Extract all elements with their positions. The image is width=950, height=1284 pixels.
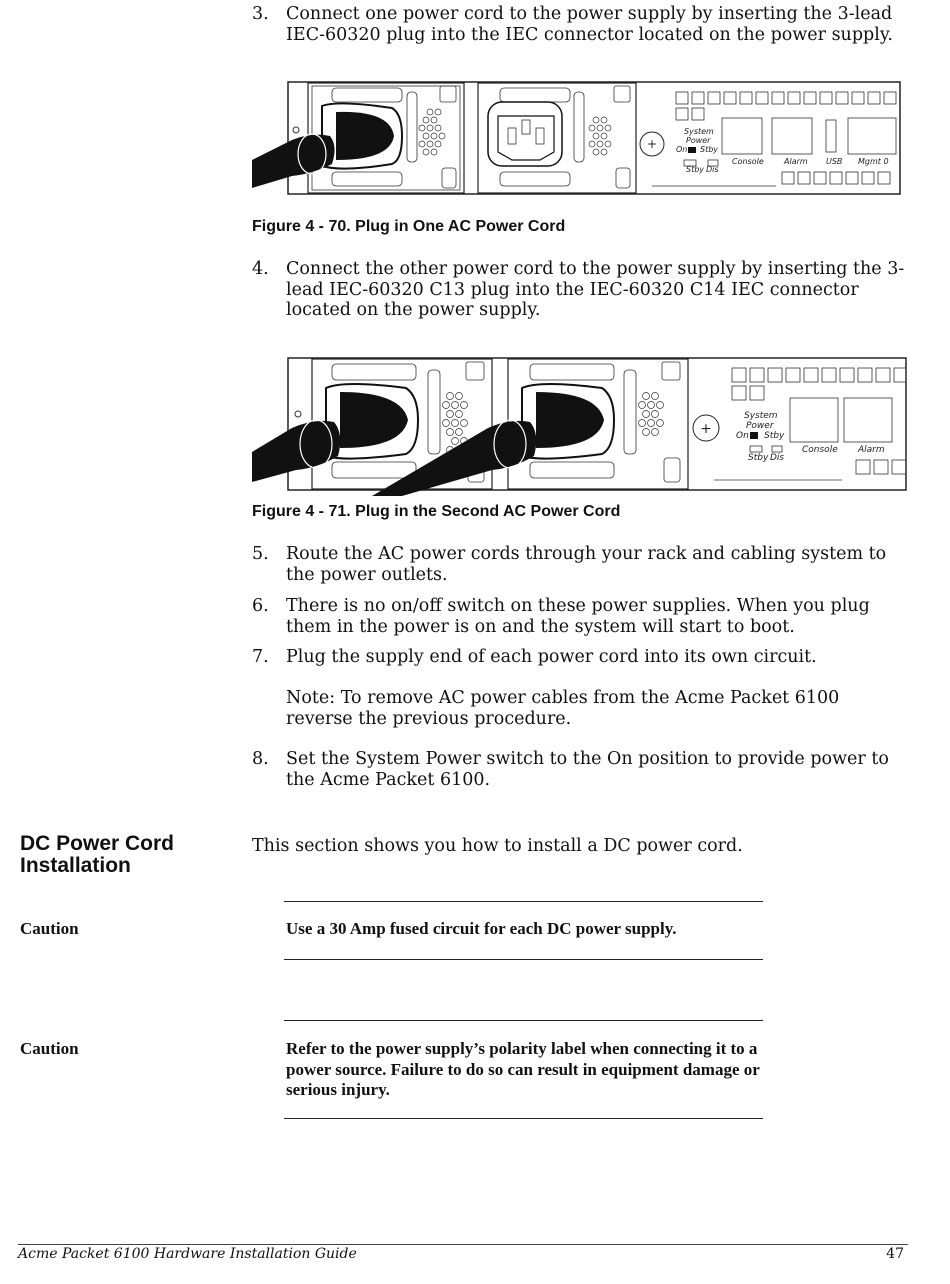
power-label: Power (746, 421, 774, 431)
on-label: On (676, 145, 688, 154)
caution-label: Caution (20, 1039, 79, 1058)
stby-led-label: Stby (748, 453, 769, 463)
section-intro: This section shows you how to install a DC power cord. (252, 836, 743, 856)
section-title: DC Power Cord Installation (20, 832, 175, 877)
step-5 (252, 544, 912, 585)
step-number: 7. (252, 647, 269, 667)
figure-71-caption: Figure 4 - 71. Plug in the Second AC Power Cord (252, 503, 621, 520)
alarm-port-label: Alarm (858, 445, 885, 455)
footer-document-title: Acme Packet 6100 Hardware Installation Guide (18, 1246, 357, 1262)
stby-label: Stby (764, 431, 785, 441)
figure-70-caption: Figure 4 - 70. Plug in One AC Power Cord (252, 218, 566, 235)
caution-label: Caution (20, 919, 79, 938)
page-number: 47 (886, 1246, 904, 1262)
step-text: Route the AC power cords through your rack and cabling system to the power outlets. (286, 544, 887, 585)
svg-text:+: + (646, 137, 658, 151)
step-number: 5. (252, 544, 269, 564)
system-label: System (744, 411, 778, 421)
step-4 (252, 259, 912, 321)
step-text: Connect the other power cord to the power supply by inserting the 3-lead IEC-60320 C13 plug into the IEC-60320 C14 IEC connector located on the power supply. (286, 259, 905, 320)
step-number: 3. (252, 4, 269, 24)
dis-led-label: Dis (770, 453, 785, 463)
caution-top-rule (284, 1020, 763, 1021)
note-line-1: Note: To remove AC power cables from the Acme Packet 6100 (286, 688, 840, 708)
step-text: There is no on/off switch on these power supplies. When you plug them in the power is on and the system will start to boot. (286, 596, 870, 637)
caution-text: Refer to the power supply’s polarity label when connecting it to a power source. Failure to do so can result in equipment damage or serious injury. (286, 1039, 760, 1099)
usb-port-label: USB (826, 157, 843, 166)
step-8 (252, 749, 912, 790)
svg-text:+: + (700, 421, 712, 437)
step-7 (252, 647, 912, 668)
step-3 (252, 4, 912, 45)
note-line-2: reverse the previous procedure. (286, 709, 572, 729)
alarm-port-label: Alarm (784, 157, 808, 166)
step-text: Set the System Power switch to the On position to provide power to the Acme Packet 6100. (286, 749, 889, 790)
step-number: 6. (252, 596, 269, 616)
figure-second-ac-power-cord (252, 356, 908, 496)
on-label: On (736, 431, 749, 441)
stby-led-label: Stby (686, 165, 705, 174)
step-number: 4. (252, 259, 269, 279)
dis-led-label: Dis (706, 165, 719, 174)
caution-text: Use a 30 Amp fused circuit for each DC power supply. (286, 919, 677, 938)
footer-divider (18, 1244, 908, 1245)
power-label: Power (686, 136, 711, 145)
step-text: Plug the supply end of each power cord into its own circuit. (286, 647, 817, 667)
console-port-label: Console (732, 157, 764, 166)
figure-one-ac-power-cord (252, 80, 902, 198)
caution-bottom-rule (284, 1118, 763, 1119)
step-text: Connect one power cord to the power supply by inserting the 3-lead IEC-60320 plug into the IEC connector located on the power supply. (286, 4, 893, 45)
caution-bottom-rule (284, 959, 763, 960)
console-port-label: Console (802, 445, 838, 455)
step-number: 8. (252, 749, 269, 769)
stby-label: Stby (700, 145, 719, 154)
mgmt-port-label: Mgmt 0 (858, 157, 889, 166)
caution-top-rule (284, 901, 763, 902)
system-label: System (684, 127, 714, 136)
step-6 (252, 596, 912, 637)
